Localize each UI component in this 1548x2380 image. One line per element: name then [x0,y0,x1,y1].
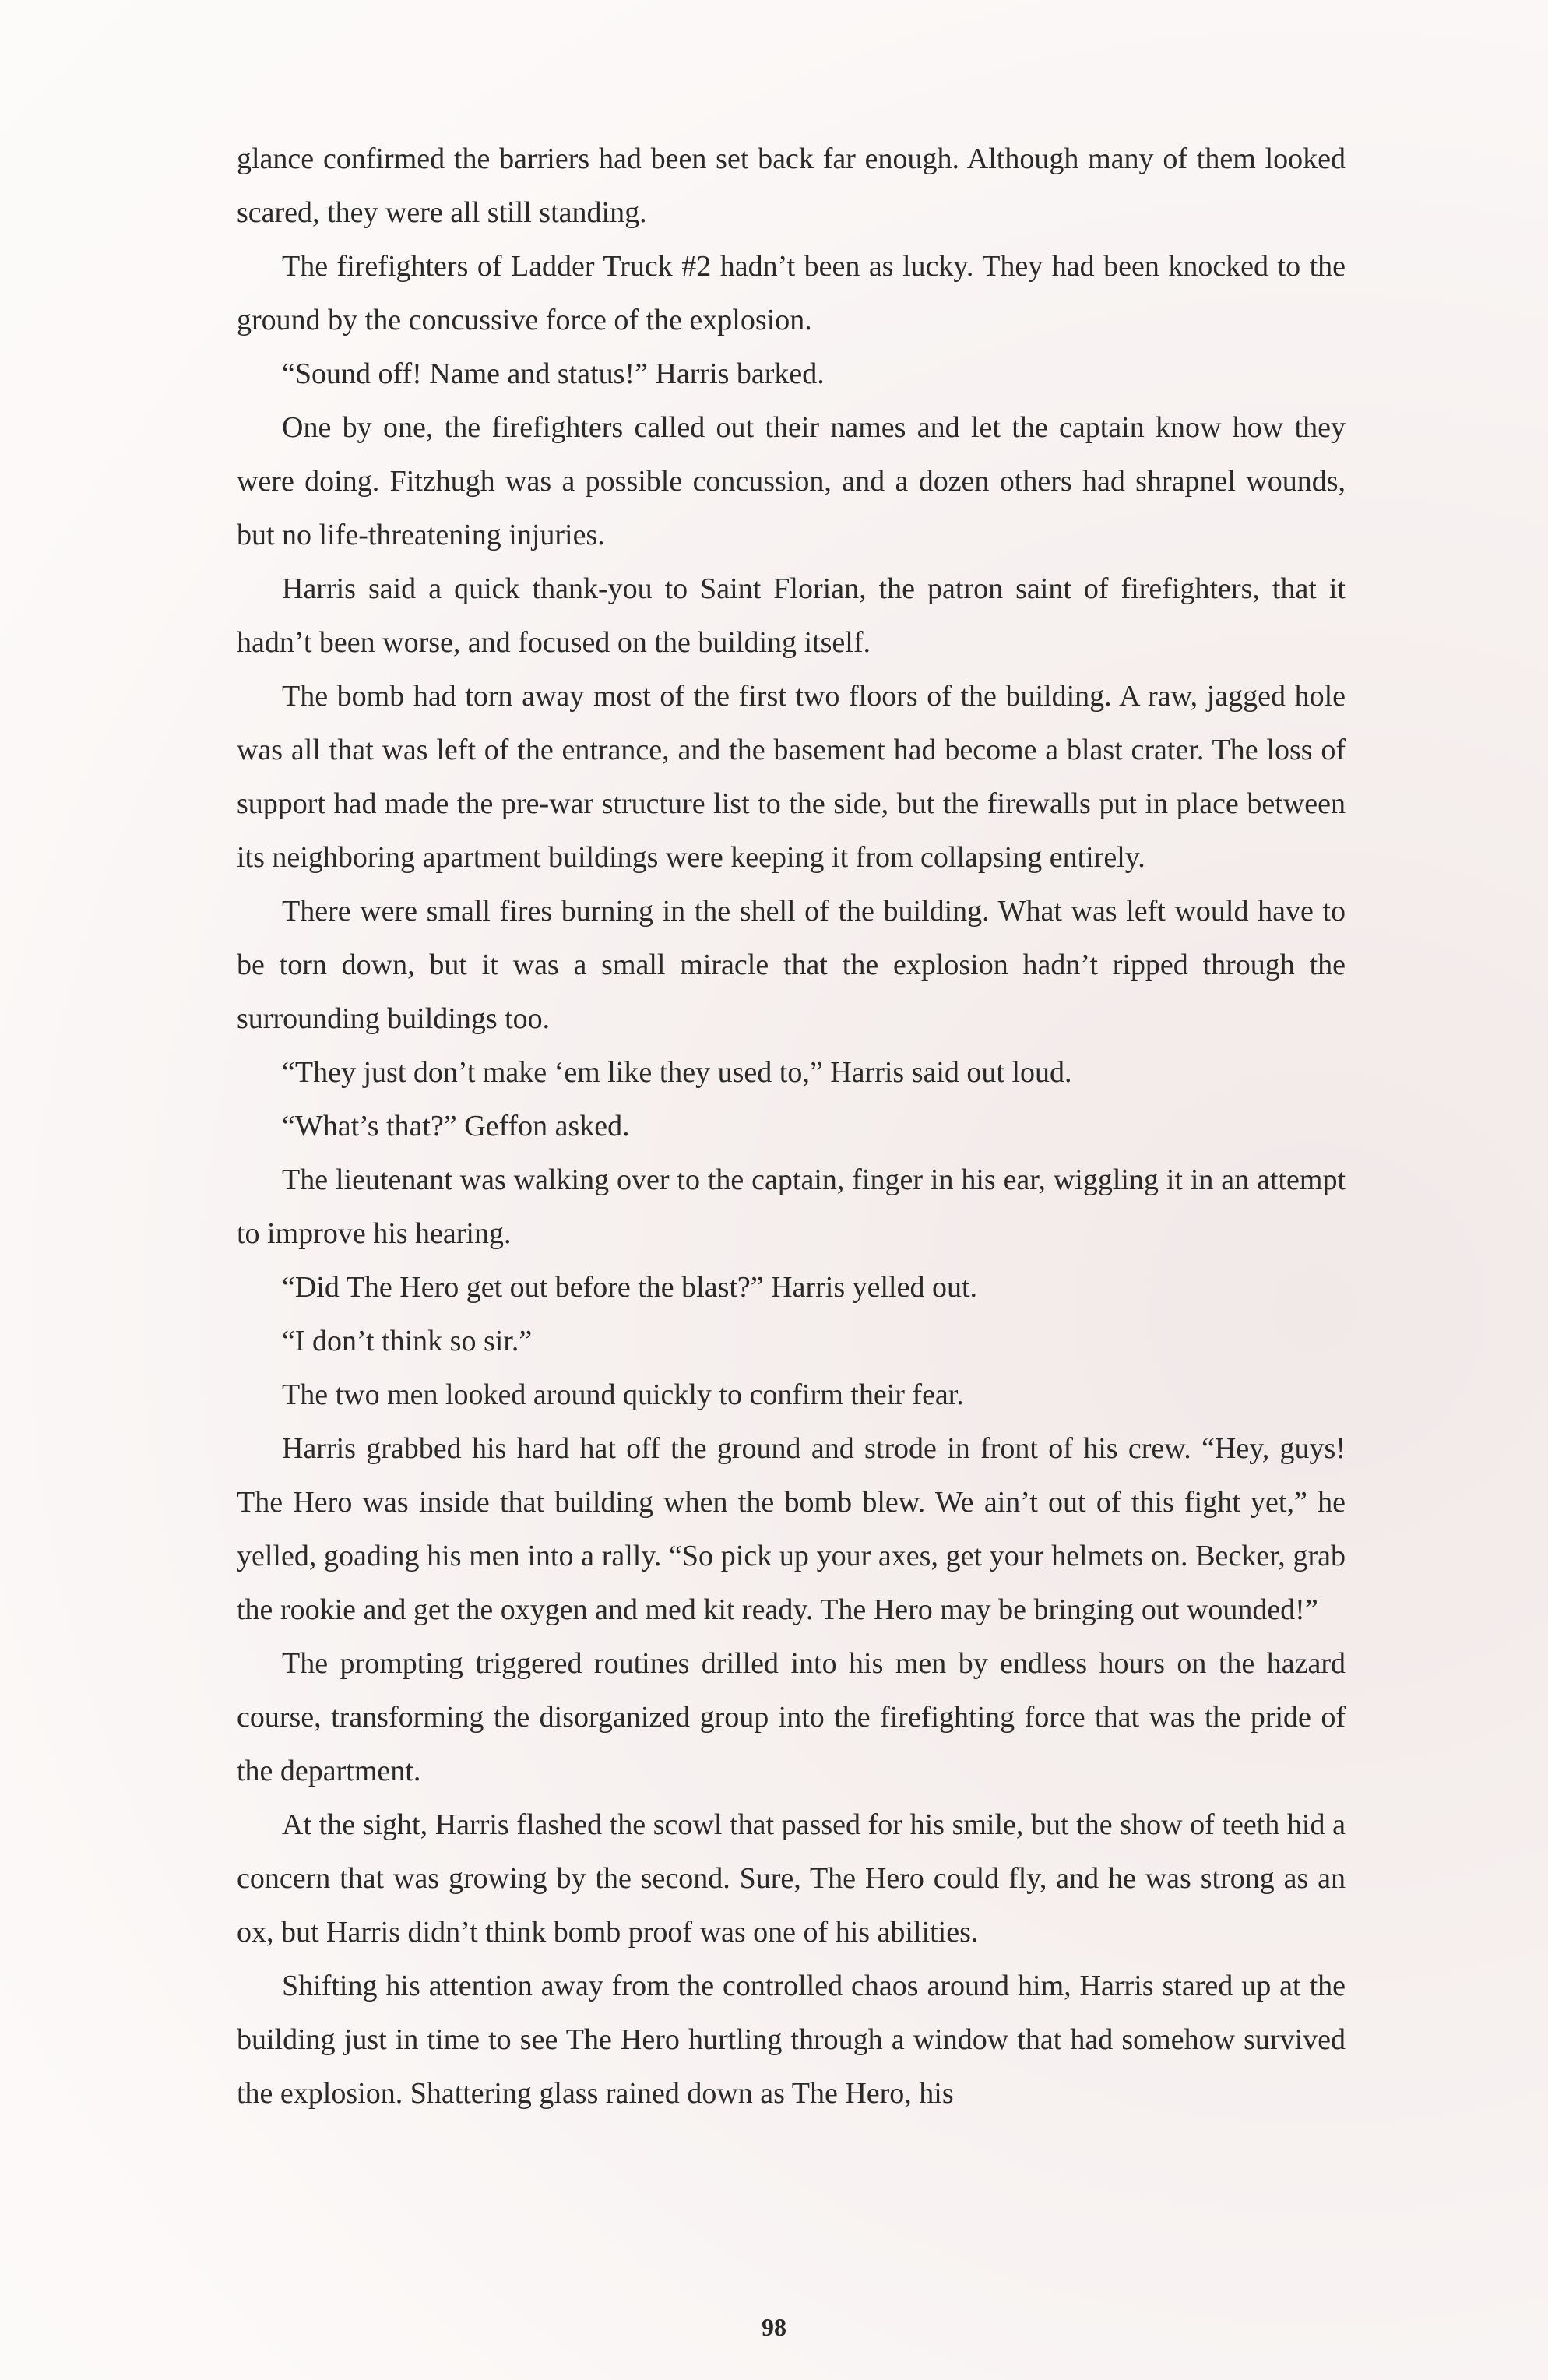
paragraph: “What’s that?” Geffon asked. [282,1110,630,1142]
paragraph: “I don’t think so sir.” [282,1325,533,1357]
page-number: 98 [762,2313,786,2341]
paragraph: “Did The Hero get out before the blast?” Harris yelled out. [282,1271,978,1304]
paragraph: There were small fires burning in the shell of the building. What was left would have to be torn down, but it was a small miracle that the explosion hadn’t ripped through the surrounding buildings too. [237,895,1346,1035]
page-body [237,132,1346,2121]
paragraph: At the sight, Harris flashed the scowl that passed for his smile, but the show of teeth hid a concern that was growing by the second. Sure, The Hero could fly, and he was strong as an ox, but Harris didn’t think bomb proof was one of his abilities. [237,1808,1346,1949]
paragraph: Shifting his attention away from the controlled chaos around him, Harris stared up at the building just in time to see The Hero hurtling through a window that had somehow survived the explosion. Shattering glass rained down as The Hero, his [237,1970,1346,2110]
paragraph: The prompting triggered routines drilled into his men by endless hours on the hazard course, transforming the disorganized group into the firefighting force that was the pride of the department. [237,1647,1346,1787]
paragraph: The firefighters of Ladder Truck #2 hadn’t been as lucky. They had been knocked to the ground by the concussive force of the explosion. [237,250,1346,336]
paragraph: glance confirmed the barriers had been set back far enough. Although many of them looked scared, they were all still standing. [237,143,1346,229]
paragraph: The bomb had torn away most of the first two floors of the building. A raw, jagged hole was all that was left of the entrance, and the basement had become a blast crater. The loss of support had made the pre-war structure list to the side, but the firewalls put in place between its neighboring apartment buildings were keeping it from collapsing entirely. [237,680,1346,874]
paragraph: The lieutenant was walking over to the captain, finger in his ear, wiggling it in an attempt to improve his hearing. [237,1164,1346,1250]
paragraph: Harris grabbed his hard hat off the ground and strode in front of his crew. “Hey, guys! The Hero was inside that building when the bomb blew. We ain’t out of this fight yet,” he yelled, goading his men into a rally. “So pick up your axes, get your helmets on. Becker, grab the rookie and get the oxygen and med kit ready. The Hero may be bringing out wounded!” [237,1432,1346,1626]
paragraph: The two men looked around quickly to confirm their fear. [282,1378,964,1411]
paragraph: “Sound off! Name and status!” Harris barked. [282,357,825,390]
paragraph: One by one, the firefighters called out their names and let the captain know how they were doing. Fitzhugh was a possible concussion, and a dozen others had shrapnel wounds, but no life-threatening injuries. [237,411,1346,551]
paragraph: Harris said a quick thank-you to Saint Florian, the patron saint of firefighters, that it hadn’t been worse, and focused on the building itself. [237,572,1346,659]
paragraph: “They just don’t make ‘em like they used to,” Harris said out loud. [282,1056,1072,1089]
